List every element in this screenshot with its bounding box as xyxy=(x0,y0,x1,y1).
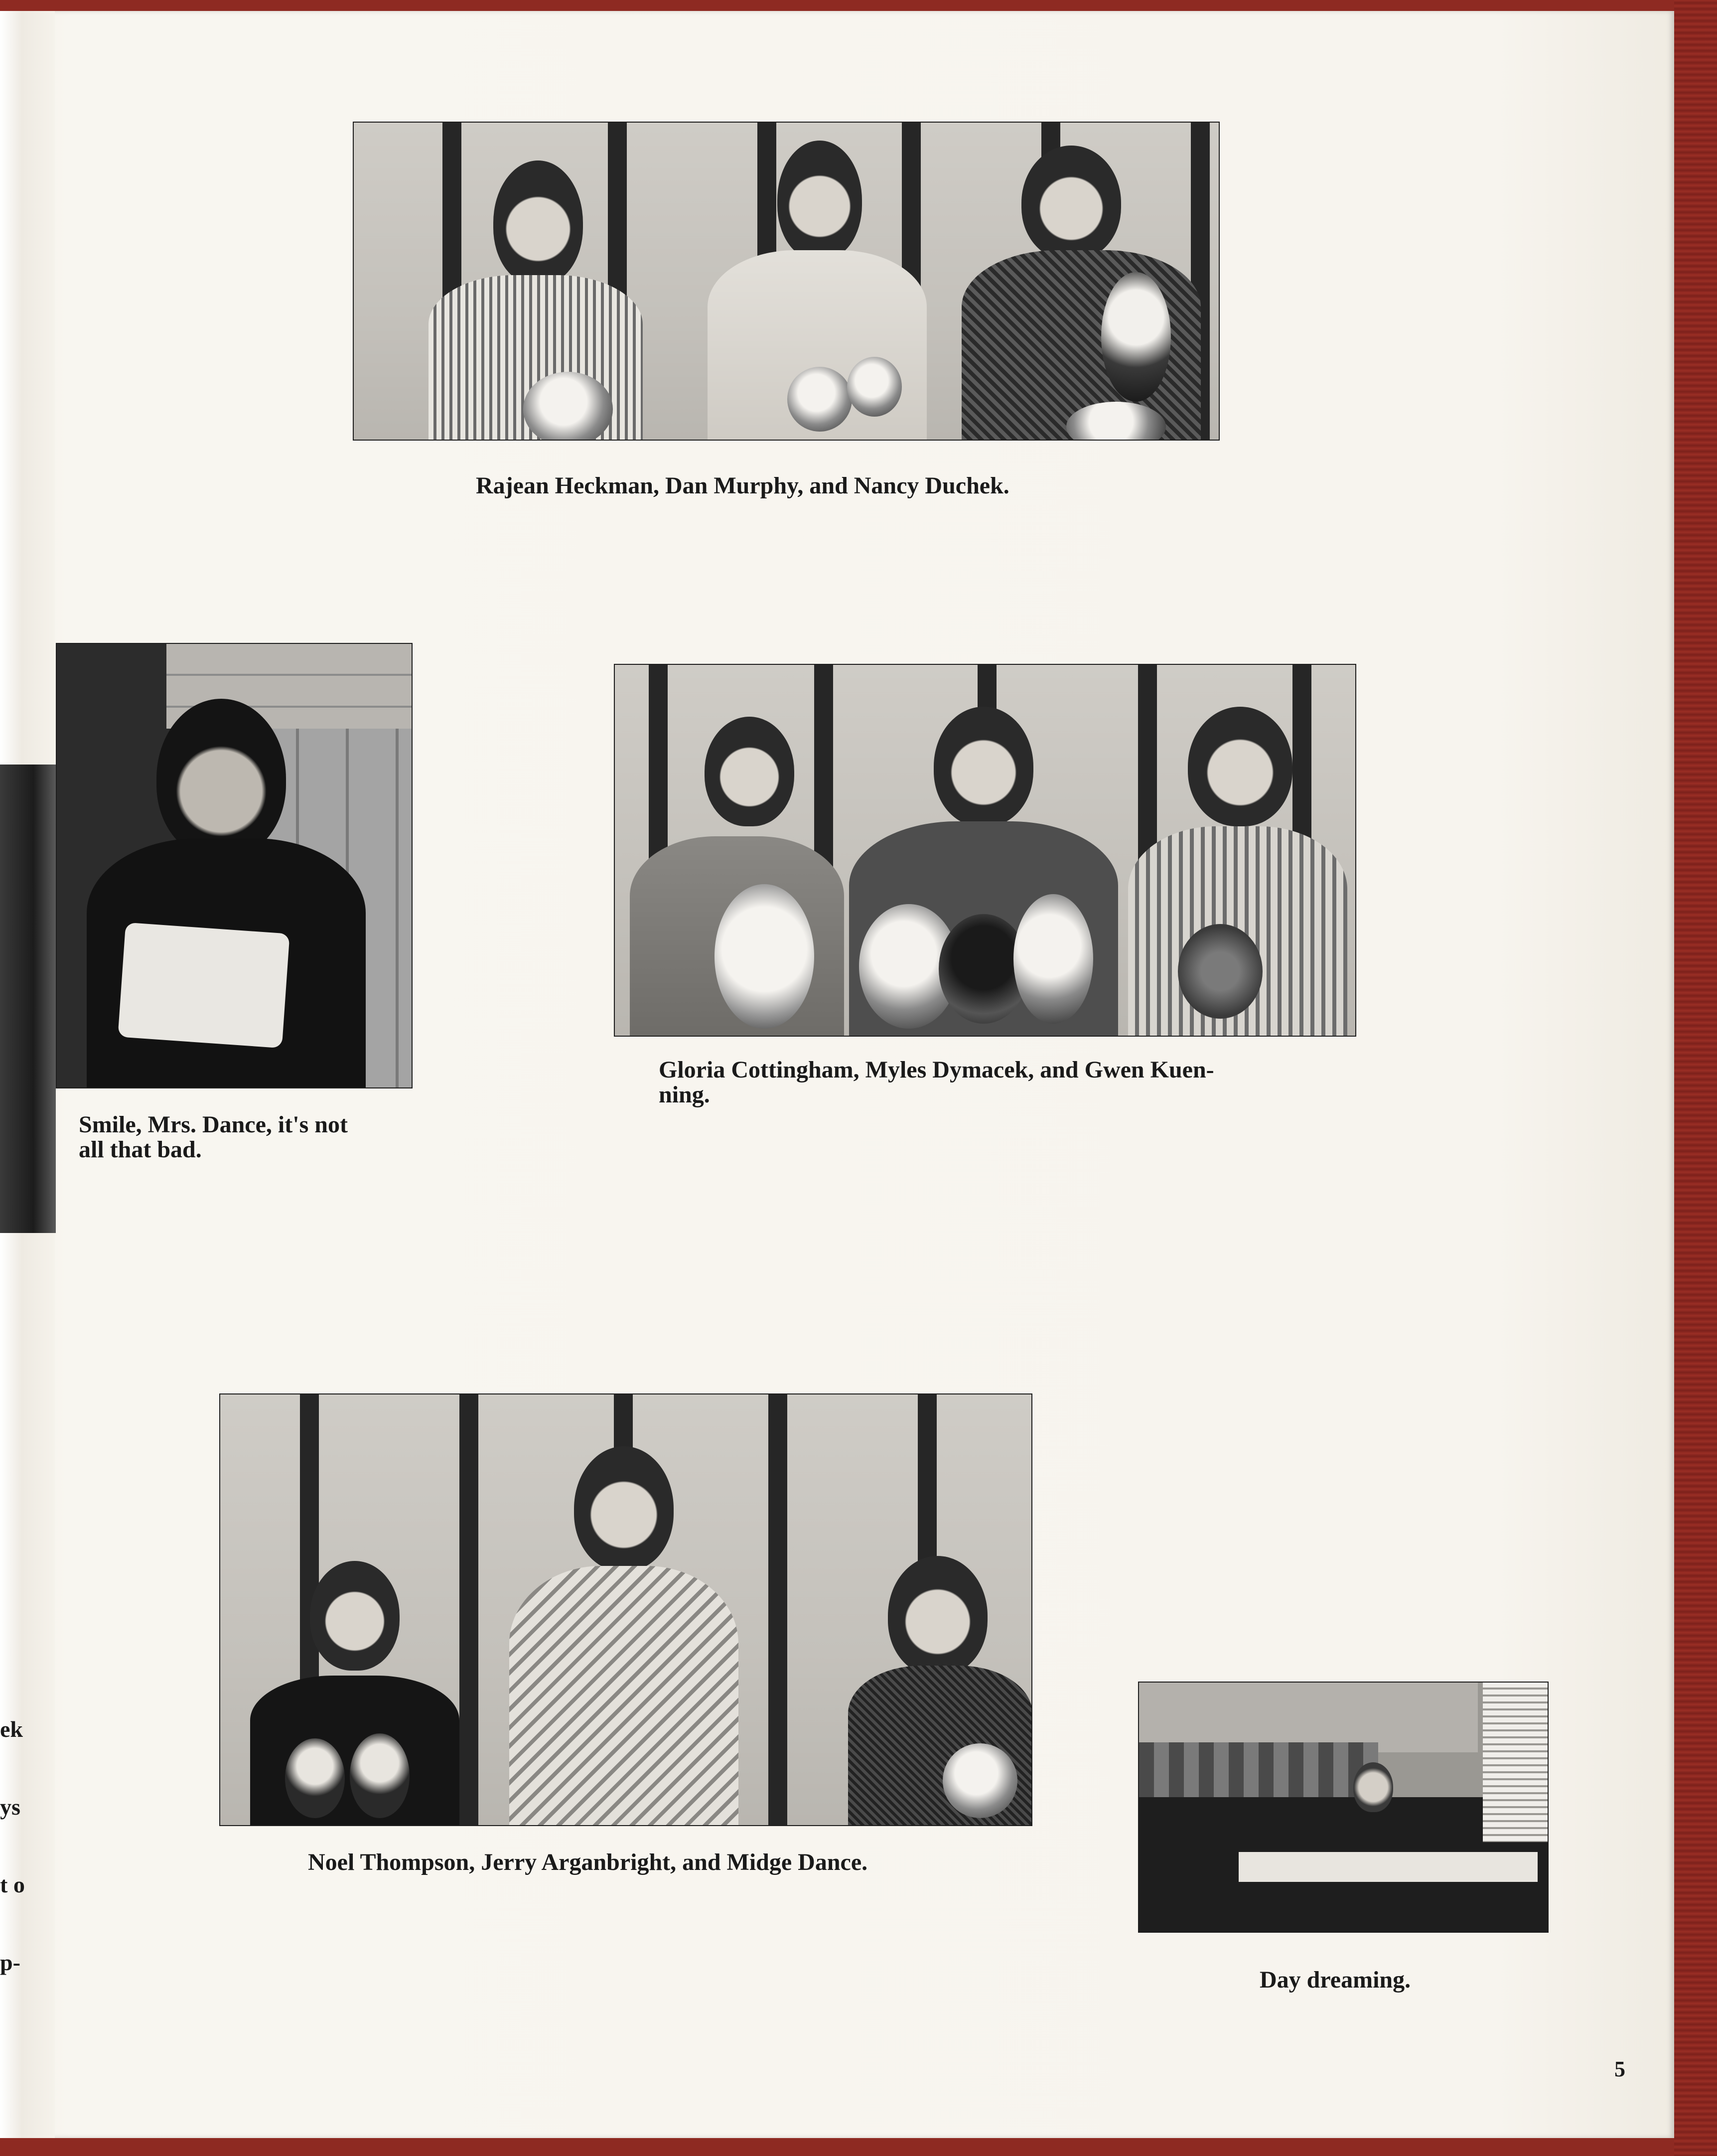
person-figure xyxy=(499,1446,748,1825)
photo-mrs-dance xyxy=(56,643,413,1088)
caption-line: Smile, Mrs. Dance, it's not xyxy=(79,1111,348,1138)
caption-line: all that bad. xyxy=(79,1136,202,1163)
group-photo-top xyxy=(353,122,1220,441)
photo-caption xyxy=(659,1058,1214,1107)
caption-line: Gloria Cottingham, Myles Dymacek, and Gwen Kuen- xyxy=(659,1057,1214,1083)
desk xyxy=(1239,1852,1538,1882)
person-figure xyxy=(952,146,1211,440)
group-photo-bottom xyxy=(219,1393,1032,1826)
prev-fragment-line: ek xyxy=(0,1716,23,1742)
person-figure xyxy=(1323,1762,1423,1932)
photo-caption: Rajean Heckman, Dan Murphy, and Nancy Duchek. xyxy=(476,472,1009,499)
yearbook-page xyxy=(0,11,1674,2138)
page-number: 5 xyxy=(1614,2057,1625,2081)
caption-line: ning. xyxy=(659,1081,710,1108)
prev-fragment-line: p- xyxy=(0,1950,20,1975)
book-cover-edge xyxy=(1674,0,1717,2156)
prev-fragment-line: t o xyxy=(0,1872,25,1897)
prev-fragment-line: ys xyxy=(0,1794,20,1820)
photo-office xyxy=(1138,1682,1549,1933)
papers xyxy=(118,923,289,1048)
photo-caption: Day dreaming. xyxy=(1260,1967,1411,1993)
prev-page-photo-fragment xyxy=(0,765,56,1233)
group-photo-middle xyxy=(614,664,1356,1037)
photo-caption: Noel Thompson, Jerry Arganbright, and Midge Dance. xyxy=(308,1849,868,1875)
photo-caption xyxy=(79,1112,348,1162)
window xyxy=(1483,1683,1548,1842)
prev-page-text-fragment xyxy=(0,1665,25,2027)
